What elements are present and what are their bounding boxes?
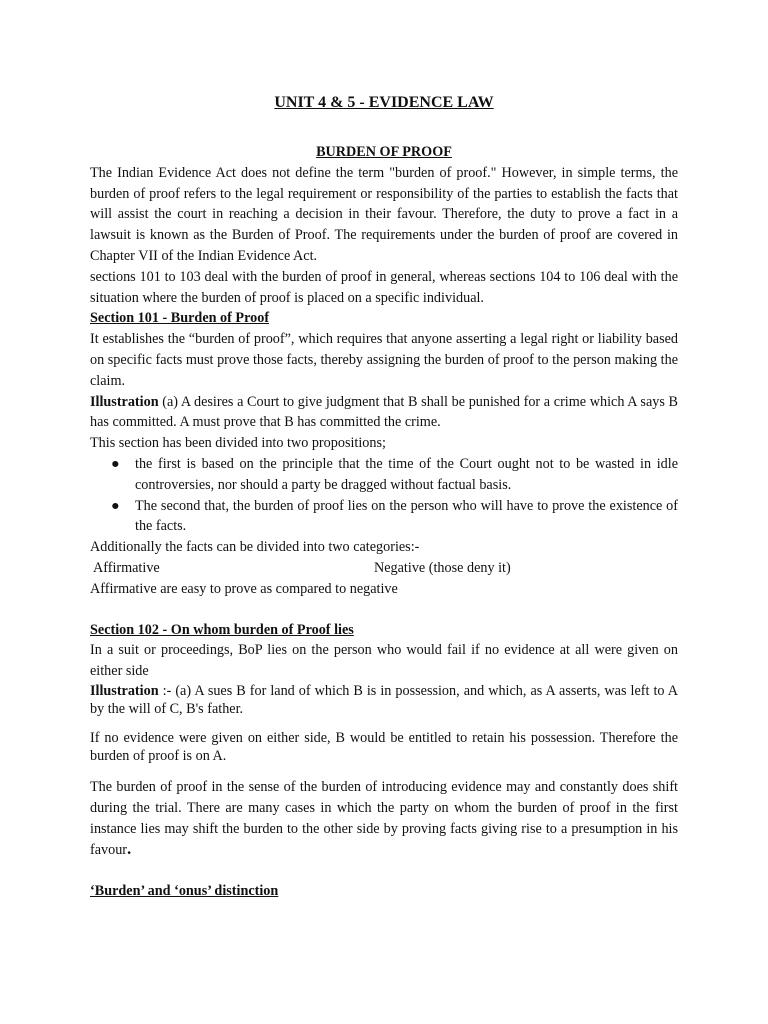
list-item bbox=[111, 454, 678, 496]
section-101-paragraph: It establishes the “burden of proof”, which requires that anyone asserting a legal right or liability based on specific facts must prove those facts, thereby assigning the burden of proof to the person making the claim. bbox=[90, 331, 678, 389]
intro-paragraph: The Indian Evidence Act does not define the term "burden of proof." However, in simple terms, the burden of proof refers to the legal requirement or responsibility of the parties to establish the facts that will assist the court in reaching a decision in their favour. Therefore, the duty to prove a fact in a lawsuit is known as the Burden of Proof. The requirements under the burden of proof are covered in Chapter VII of the Indian Evidence Act. bbox=[90, 164, 678, 264]
illustration-text: :- (a) A sues B for land of which B is in possession, and which, as A asserts, was left to A by the will of C, B's father. bbox=[90, 682, 678, 717]
spacer bbox=[90, 766, 678, 777]
spacer bbox=[90, 600, 678, 620]
categories-row bbox=[90, 558, 678, 579]
affirmative-note: Affirmative are easy to prove as compared to negative bbox=[90, 580, 398, 597]
affirmative-label: Affirmative bbox=[93, 559, 160, 576]
spacer bbox=[90, 861, 678, 881]
section-102-heading: Section 102 - On whom burden of Proof lies bbox=[90, 621, 354, 638]
burden-of-proof-heading: BURDEN OF PROOF bbox=[316, 144, 452, 160]
illustration-label: Illustration bbox=[90, 682, 159, 699]
section-101-illustration bbox=[90, 392, 678, 434]
list-item-text: the first is based on the principle that the time of the Court ought not to be wasted in idle controversies, nor should a party be dragged without factual basis. bbox=[135, 455, 678, 493]
section-101-heading: Section 101 - Burden of Proof bbox=[90, 310, 270, 327]
shift-paragraph bbox=[90, 777, 678, 861]
section-102-paragraph: In a suit or proceedings, BoP lies on the person who would fail if no evidence at all were given on either side bbox=[90, 642, 678, 680]
illustration-text: (a) A desires a Court to give judgment that B shall be punished for a crime which A says B has committed. A must prove that B has committed the crime. bbox=[90, 393, 678, 431]
document-body bbox=[90, 142, 678, 902]
bullet-icon: ● bbox=[111, 455, 120, 472]
section-102-illustration bbox=[90, 682, 678, 718]
document-title: UNIT 4 & 5 - EVIDENCE LAW bbox=[274, 94, 494, 111]
sections-paragraph: sections 101 to 103 deal with the burden of proof in general, whereas sections 104 to 106 deal with the situation where the burden of proof is placed on a specific individual. bbox=[90, 268, 678, 306]
list-item-text: The second that, the burden of proof lies on the person who will have to prove the existence of the facts. bbox=[135, 497, 678, 535]
propositions-intro: This section has been divided into two propositions; bbox=[90, 435, 386, 452]
spacer bbox=[90, 718, 678, 729]
distinction-heading: ‘Burden’ and ‘onus’ distinction bbox=[90, 883, 279, 900]
illustration-label: Illustration bbox=[90, 393, 159, 410]
shift-end: . bbox=[127, 839, 132, 859]
shift-text: The burden of proof in the sense of the burden of introducing evidence may and constantly does shift during the trial. There are many cases in which the party on whom the burden of proof in the first instance lies may shift the burden to the other side by proving facts giving rise to a presumption in his favour bbox=[90, 778, 678, 859]
propositions-list bbox=[90, 454, 678, 537]
bullet-icon: ● bbox=[111, 497, 120, 514]
list-item bbox=[111, 496, 678, 538]
negative-label: Negative (those deny it) bbox=[374, 559, 511, 576]
no-evidence-paragraph: If no evidence were given on either side, B would be entitled to retain his possession. Therefore the burden of proof is on A. bbox=[90, 729, 678, 765]
categories-line: Additionally the facts can be divided into two categories:- bbox=[90, 539, 420, 556]
